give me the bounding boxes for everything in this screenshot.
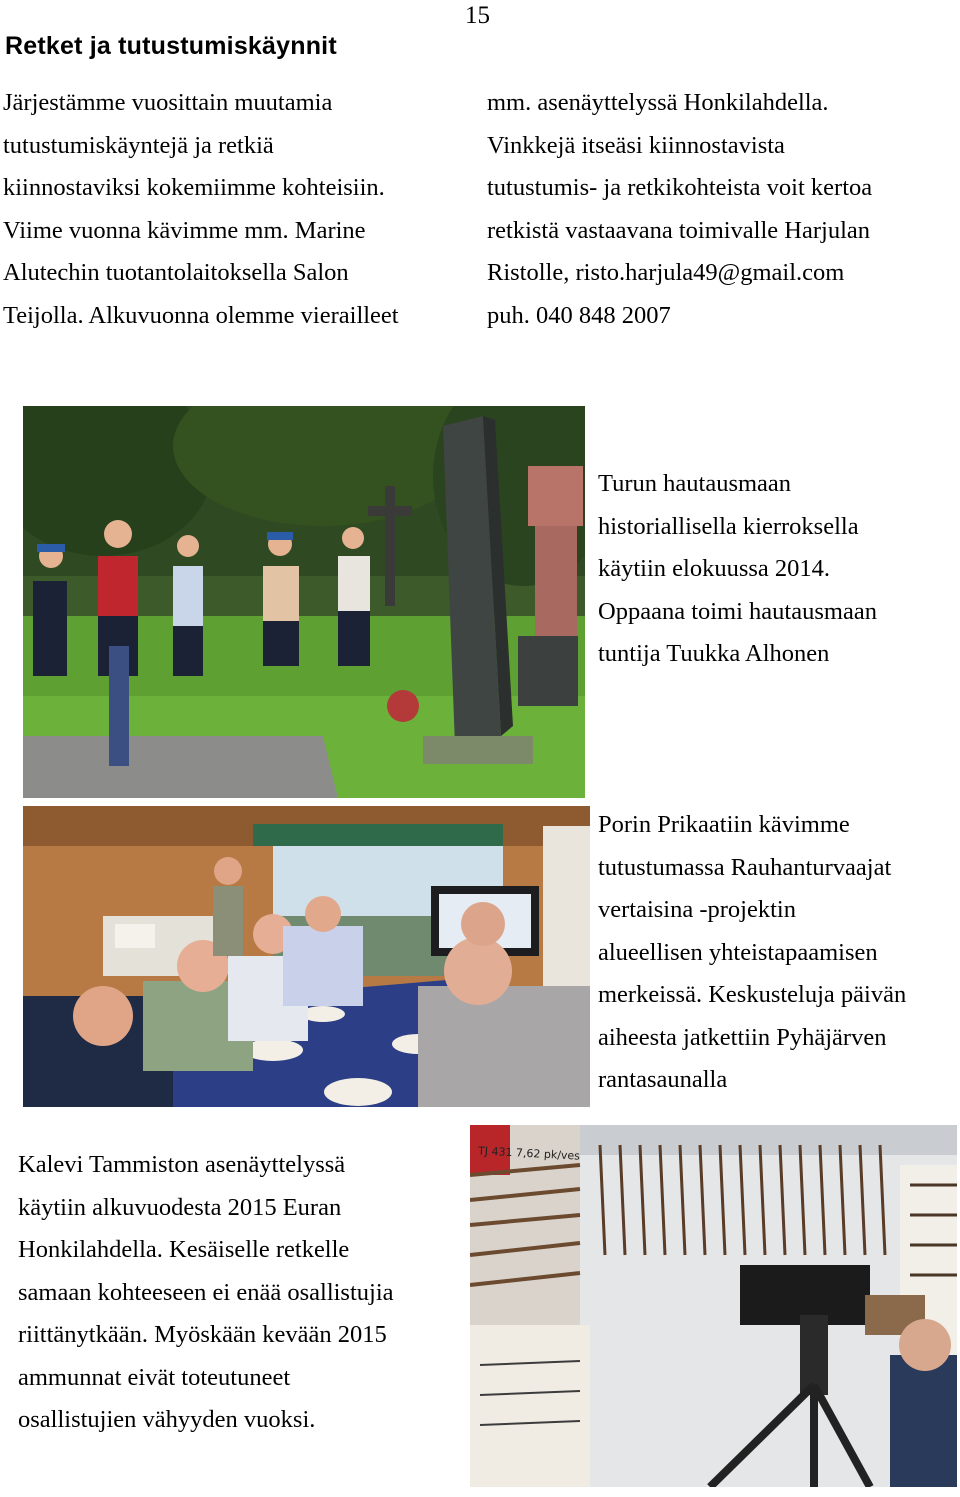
caption-line: Porin Prikaatiin kävimme <box>598 811 850 838</box>
weapon-exhibition-caption <box>18 1144 394 1442</box>
caption-line: rantasaunalla <box>598 1066 728 1093</box>
caption-line: samaan kohteeseen ei enää osallistujia <box>18 1278 394 1306</box>
intro-line: kiinnostaviksi kokemiimme kohteisiin. <box>3 174 385 201</box>
caption-line: Oppaana toimi hautausmaan <box>598 597 877 625</box>
caption-line: riittänytkään. Myöskään kevään 2015 <box>18 1321 387 1348</box>
intro-left-column <box>3 82 399 337</box>
intro-line: Vinkkejä itseäsi kiinnostavista <box>487 131 785 159</box>
caption-line: tuntija Tuukka Alhonen <box>598 640 830 667</box>
cemetery-caption <box>598 463 877 676</box>
caption-line: käytiin elokuussa 2014. <box>598 555 831 582</box>
intro-line: Teijolla. Alkuvuonna olemme vierailleet <box>3 301 399 329</box>
intro-line: retkistä vastaavana toimivalle Harjulan <box>487 216 871 244</box>
caption-line: ammunnat eivät toteutuneet <box>18 1363 291 1391</box>
sauna-dinner-photo <box>23 806 590 1107</box>
intro-line: Viime vuonna kävimme mm. Marine <box>3 216 366 244</box>
intro-right-column <box>487 82 872 337</box>
intro-line: Järjestämme vuosittain muutamia <box>3 89 333 116</box>
weapon-exhibition-photo <box>470 1125 957 1487</box>
porin-prikaati-caption <box>598 804 906 1102</box>
caption-line: tutustumassa Rauhanturvaajat <box>598 853 892 881</box>
caption-line: käytiin alkuvuodesta 2015 Euran <box>18 1193 342 1221</box>
intro-line: tutustumis- ja retkikohteista voit kertoa <box>487 174 873 201</box>
caption-line: historiallisella kierroksella <box>598 512 859 540</box>
caption-line: Turun hautausmaan <box>598 470 792 497</box>
intro-line: Alutechin tuotantolaitoksella Salon <box>3 259 349 286</box>
caption-line: osallistujien vähyyden vuoksi. <box>18 1406 316 1433</box>
contact-phone-line: puh. 040 848 2007 <box>487 301 671 329</box>
caption-line: Kalevi Tammiston asenäyttelyssä <box>18 1151 346 1178</box>
intro-line: mm. asenäyttelyssä Honkilahdella. <box>487 89 829 116</box>
cemetery-tour-photo <box>23 406 585 798</box>
exhibit-sign-label: TJ 431 7,62 pk/ves <box>477 1144 581 1163</box>
intro-line: tutustumiskäyntejä ja retkiä <box>3 131 274 159</box>
caption-line: alueellisen yhteistapaamisen <box>598 938 878 966</box>
caption-line: merkeissä. Keskusteluja päivän <box>598 981 907 1008</box>
page-number: 15 <box>465 2 490 29</box>
caption-line: vertaisina -projektin <box>598 896 796 923</box>
caption-line: aiheesta jatkettiin Pyhäjärven <box>598 1023 887 1051</box>
contact-email-line: Ristolle, risto.harjula49@gmail.com <box>487 259 845 286</box>
caption-line: Honkilahdella. Kesäiselle retkelle <box>18 1236 350 1263</box>
section-heading: Retket ja tutustumiskäynnit <box>5 32 337 60</box>
